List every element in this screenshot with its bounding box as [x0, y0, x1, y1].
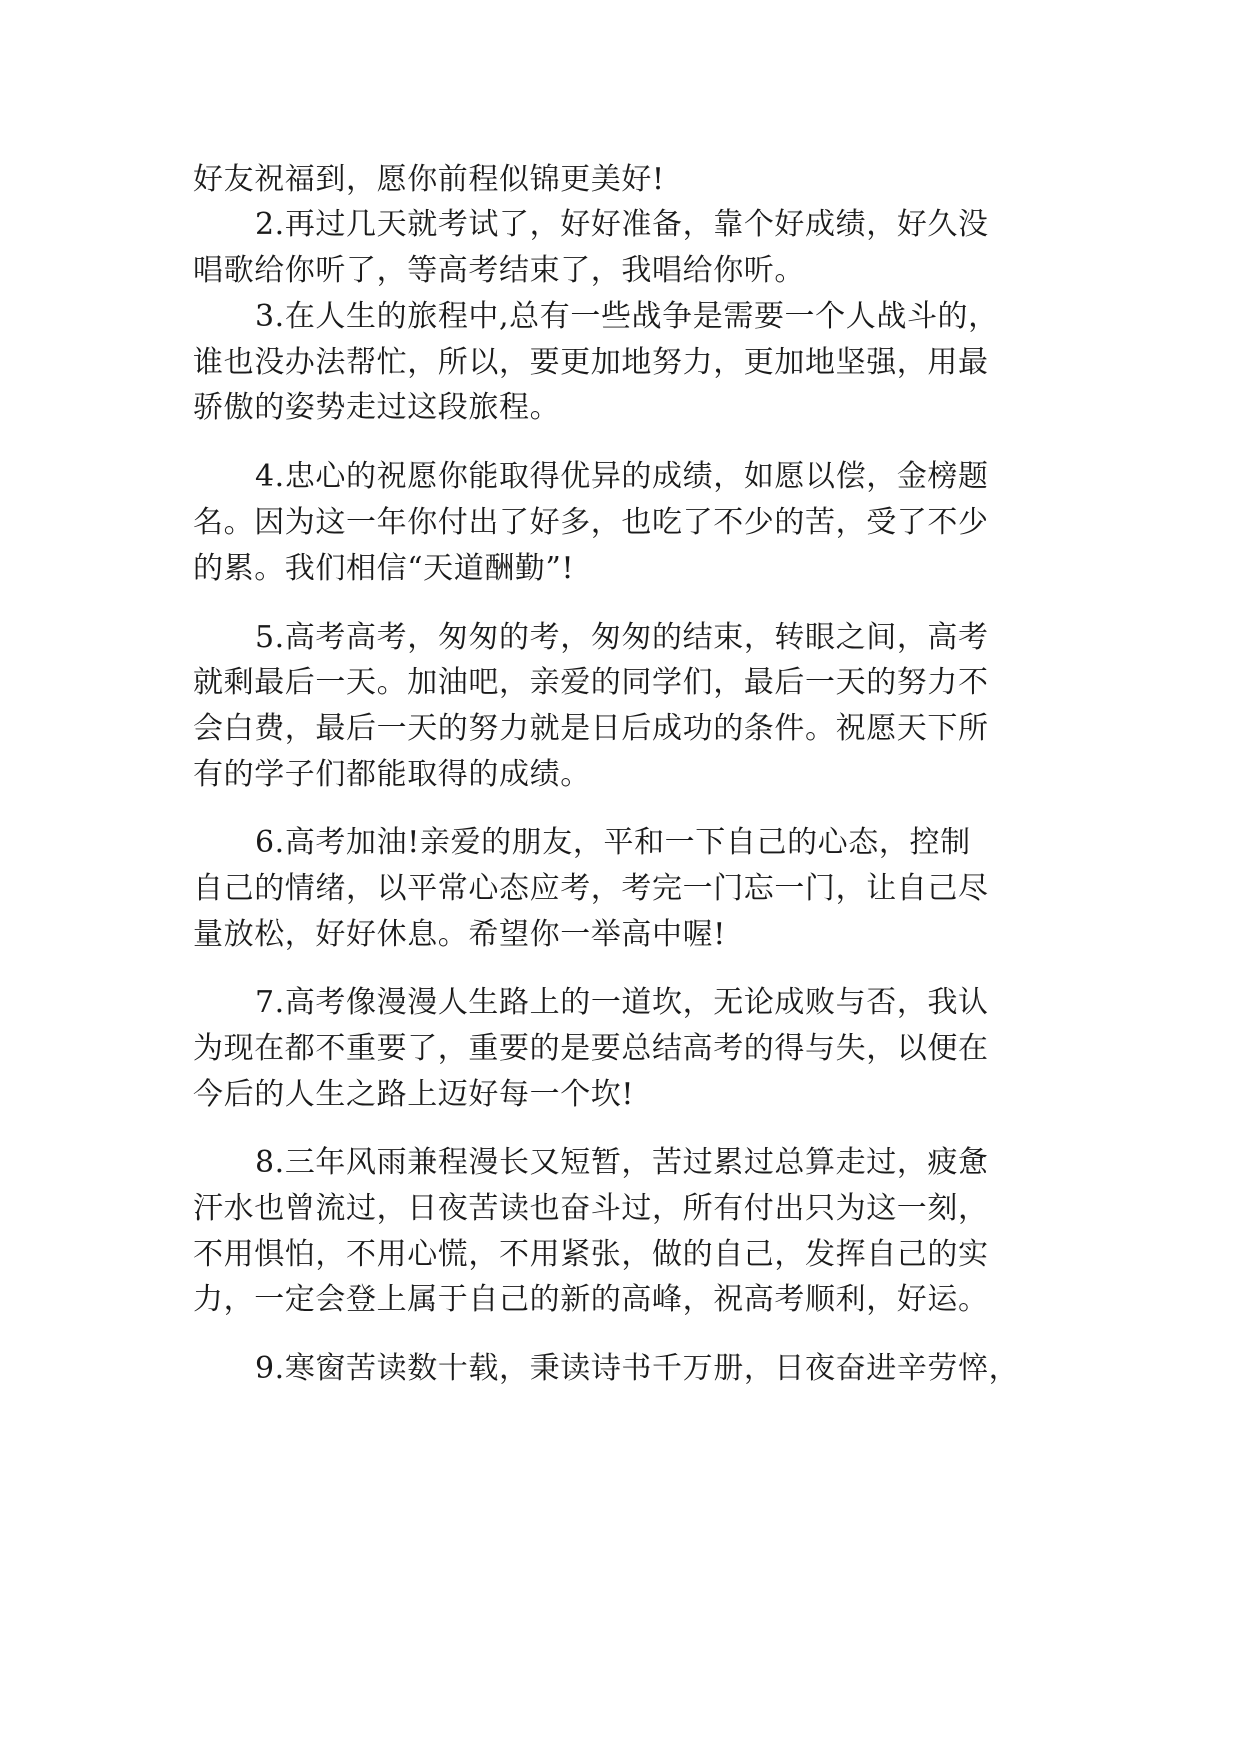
text-line: 自己的情绪，以平常心态应考，考完一门忘一门，让自己尽	[193, 871, 989, 906]
text-line: 2.再过几天就考试了，好好准备，靠个好成绩，好久没	[255, 207, 989, 242]
text-line: 好友祝福到，愿你前程似锦更美好!	[193, 162, 665, 197]
text-line: 会白费，最后一天的努力就是日后成功的条件。祝愿天下所	[193, 711, 989, 746]
text-line: 9.寒窗苦读数十载，秉读诗书千万册，日夜奋进辛劳悴，	[255, 1351, 1020, 1386]
text-line: 量放松，好好休息。希望你一举高中喔!	[193, 917, 726, 952]
text-line: 汗水也曾流过，日夜苦读也奋斗过，所有付出只为这一刻，	[193, 1191, 989, 1226]
text-line: 8.三年风雨兼程漫长又短暂，苦过累过总算走过，疲惫	[255, 1145, 989, 1180]
text-line: 5.高考高考，匆匆的考，匆匆的结束，转眼之间，高考	[255, 620, 989, 655]
text-line: 骄傲的姿势走过这段旅程。	[193, 390, 561, 425]
text-line: 名。因为这一年你付出了好多，也吃了不少的苦，受了不少	[193, 505, 989, 540]
text-line: 4.忠心的祝愿你能取得优异的成绩，如愿以偿，金榜题	[255, 459, 989, 494]
text-line: 谁也没办法帮忙，所以，要更加地努力，更加地坚强，用最	[193, 345, 989, 380]
text-line: 今后的人生之路上迈好每一个坎!	[193, 1077, 635, 1112]
text-line: 唱歌给你听了，等高考结束了，我唱给你听。	[193, 253, 805, 288]
text-line: 的累。我们相信“天道酬勤”!	[193, 551, 575, 586]
text-line: 就剩最后一天。加油吧，亲爱的同学们，最后一天的努力不	[193, 665, 989, 700]
text-line: 为现在都不重要了，重要的是要总结高考的得与失，以便在	[193, 1031, 989, 1066]
text-line: 不用惧怕，不用心慌，不用紧张，做的自己，发挥自己的实	[193, 1237, 989, 1272]
text-line: 力，一定会登上属于自己的新的高峰，祝高考顺利，好运。	[193, 1282, 989, 1317]
text-line: 6.高考加油!亲爱的朋友，平和一下自己的心态，控制	[255, 825, 971, 860]
text-line: 有的学子们都能取得的成绩。	[193, 757, 591, 792]
text-line: 3.在人生的旅程中,总有一些战争是需要一个人战斗的，	[255, 299, 999, 334]
text-line: 7.高考像漫漫人生路上的一道坎，无论成败与否，我认	[255, 985, 989, 1020]
